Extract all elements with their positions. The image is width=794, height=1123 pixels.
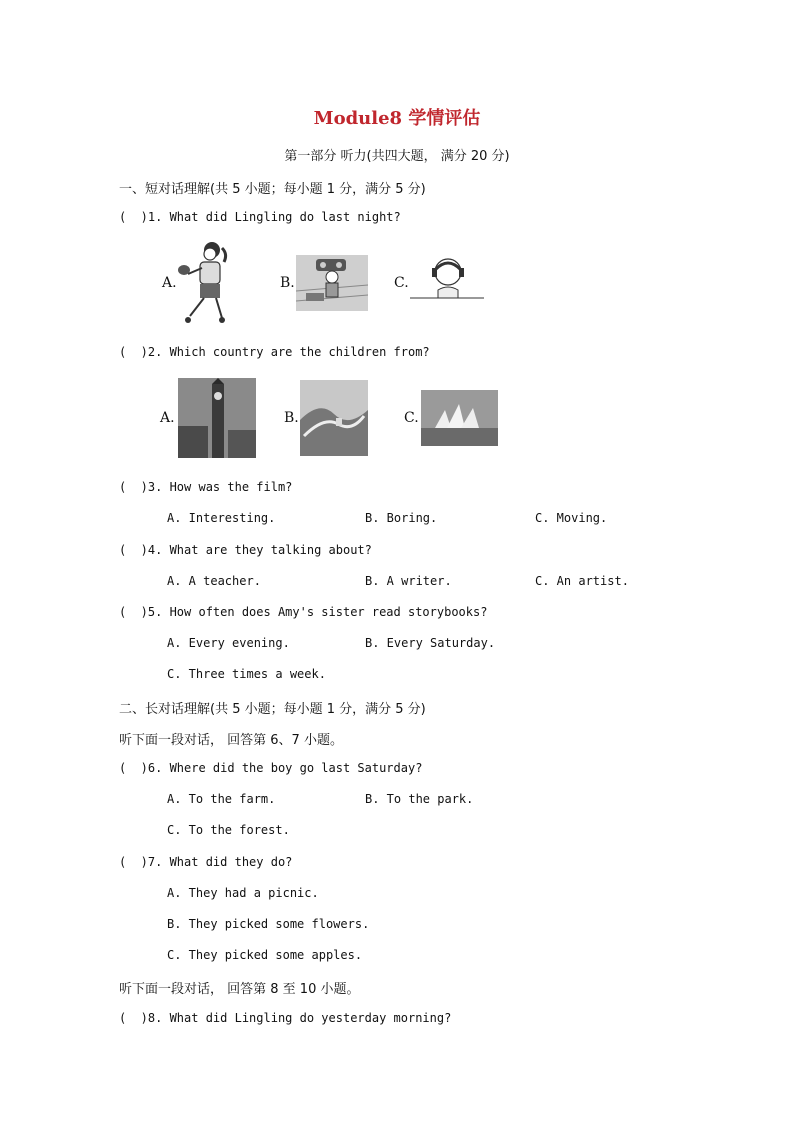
q2-label-c: C. [404,410,419,426]
question-1: ( )1. What did Lingling do last night? [119,210,401,224]
q3-option-a: A. Interesting. [167,511,276,525]
question-6: ( )6. Where did the boy go last Saturday? [119,761,423,775]
q4-option-a: A. A teacher. [167,574,261,588]
q2-label-b: B. [284,410,299,426]
section2-intro-1: 听下面一段对话， 回答第 6、7 小题。 [119,733,343,748]
sydney-opera-house-photo [421,390,498,446]
q3-option-c: C. Moving. [535,511,608,525]
q6-option-b: B. To the park. [365,792,474,806]
girl-playing-table-tennis-image [176,240,232,324]
page-title: Module8 学情评估 [313,108,481,129]
q4-option-b: B. A writer. [365,574,452,588]
q4-option-c: C. An artist. [535,574,629,588]
q6-option-a: A. To the farm. [167,792,276,806]
girl-with-headphones-image [410,256,484,304]
q5-option-c: C. Three times a week. [167,667,326,681]
question-5: ( )5. How often does Amy's sister read storybooks? [119,605,488,619]
q7-option-b: B. They picked some flowers. [167,917,370,931]
section1-heading: 一、短对话理解(共 5 小题；每小题 1 分，满分 5 分) [119,182,426,197]
part-subtitle: 第一部分 听力(共四大题， 满分 20 分) [284,149,510,164]
question-4: ( )4. What are they talking about? [119,543,372,557]
great-wall-photo [300,380,368,456]
section2-heading: 二、长对话理解(共 5 小题；每小题 1 分，满分 5 分) [119,702,426,717]
boy-with-radio-image [296,255,368,311]
q1-label-b: B. [280,275,295,291]
big-ben-photo [178,378,256,458]
q7-option-c: C. They picked some apples. [167,948,363,962]
q7-option-a: A. They had a picnic. [167,886,319,900]
question-2: ( )2. Which country are the children from? [119,345,430,359]
q1-label-a: A. [162,275,177,291]
q2-label-a: A. [160,410,175,426]
q6-option-c: C. To the forest. [167,823,290,837]
q3-option-b: B. Boring. [365,511,438,525]
q1-label-c: C. [394,275,409,291]
question-3: ( )3. How was the film? [119,480,293,494]
section2-intro-2: 听下面一段对话， 回答第 8 至 10 小题。 [119,982,360,997]
q5-option-b: B. Every Saturday. [365,636,496,650]
question-7: ( )7. What did they do? [119,855,293,869]
q5-option-a: A. Every evening. [167,636,290,650]
question-8: ( )8. What did Lingling do yesterday morning? [119,1011,452,1025]
